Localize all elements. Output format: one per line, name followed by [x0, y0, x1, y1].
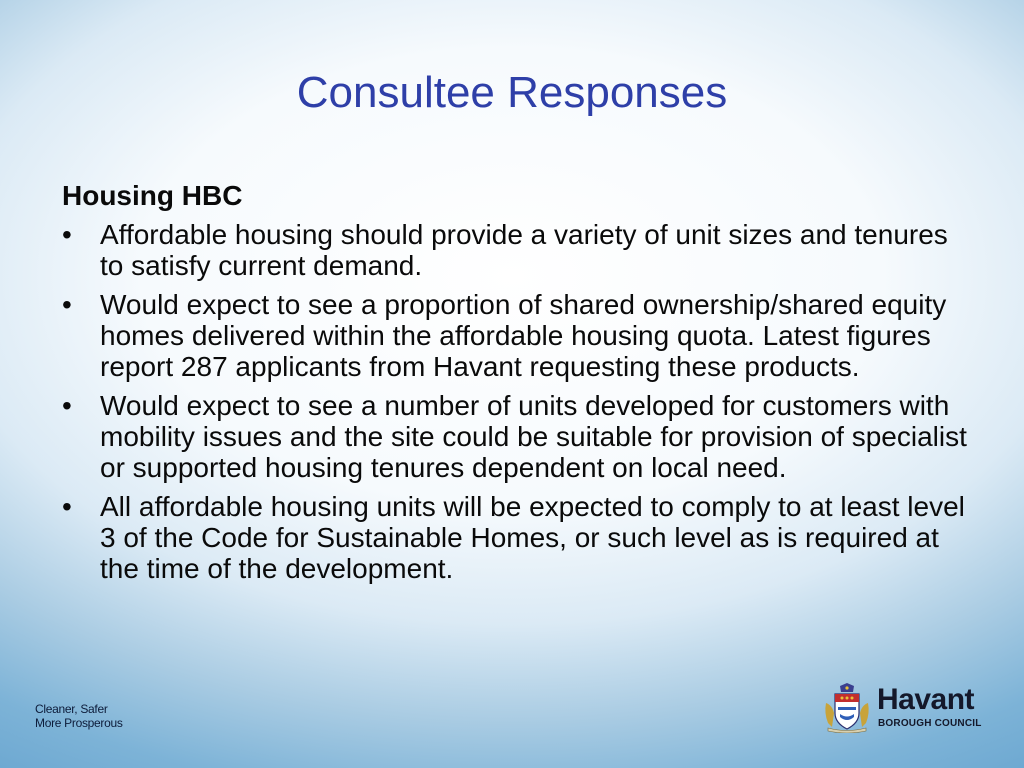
- bullet-text: All affordable housing units will be expected to comply to at least level 3 of the Code for Sustainable Homes, or such level as is required at the time of the development.: [100, 491, 965, 584]
- bullet-item: [62, 491, 972, 584]
- bullet-text: Affordable housing should provide a variety of unit sizes and tenures to satisfy current demand.: [100, 219, 948, 281]
- footer-tagline: [35, 702, 123, 730]
- bullet-list: [62, 219, 972, 584]
- bullet-item: [62, 289, 972, 382]
- slide-content: [62, 180, 972, 592]
- bullet-item: [62, 219, 972, 281]
- council-logo: [822, 683, 994, 733]
- crest-icon: [822, 683, 872, 733]
- bullet-item: [62, 390, 972, 483]
- logo-name: Havant: [877, 683, 975, 716]
- tagline-line1: Cleaner, Safer: [35, 702, 108, 716]
- bullet-text: Would expect to see a number of units developed for customers with mobility issues and the site could be suitable for provision of specialist or supported housing tenures dependent on local need.: [100, 390, 967, 483]
- slide-title: Consultee Responses: [296, 68, 728, 117]
- bullet-text: Would expect to see a proportion of shared ownership/shared equity homes delivered within the affordable housing quota. Latest figures report 287 applicants from Havant requesting these products.: [100, 289, 947, 382]
- bullet-icon: •: [62, 491, 72, 522]
- bullet-icon: •: [62, 219, 72, 250]
- tagline-line2: More Prosperous: [35, 716, 123, 730]
- bullet-icon: •: [62, 390, 72, 421]
- logo-subtitle: BOROUGH COUNCIL: [878, 718, 982, 729]
- bullet-icon: •: [62, 289, 72, 320]
- section-heading: Housing HBC: [62, 180, 243, 211]
